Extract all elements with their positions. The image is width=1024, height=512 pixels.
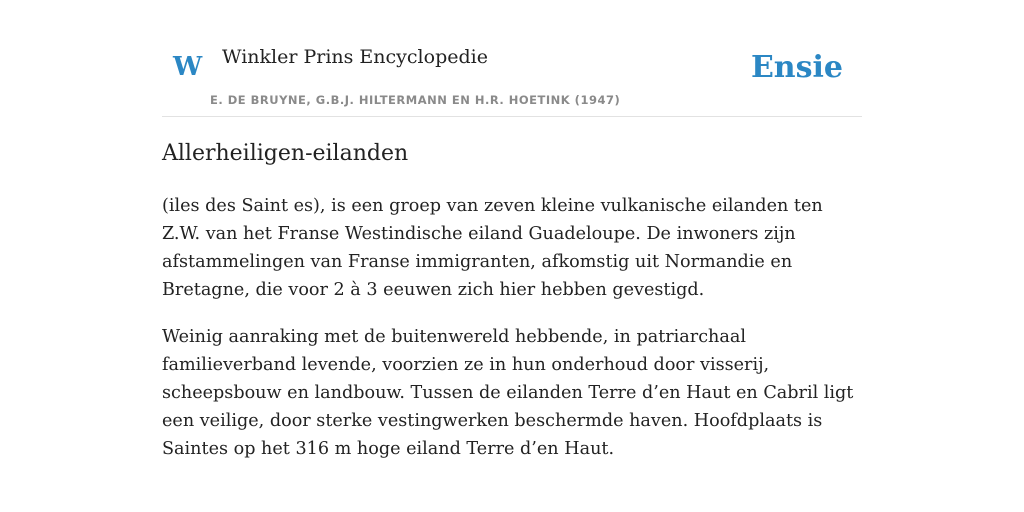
entry-paragraph: Weinig aanraking met de buitenwereld hebbende, in patriarchaal familieverband levende, voorzien ze in hun onderhoud door visserij, scheepsbouw en landbouw. Tussen de eilanden Terre d’en Haut en Cabril ligt een veilige, door sterke vestingwerken beschermde haven. Hoofdplaats is Saintes op het 316 m hoge eiland Terre d’en Haut. <box>162 327 854 459</box>
source-header <box>162 0 862 117</box>
winkler-prins-logo-icon[interactable]: W <box>173 52 203 82</box>
entry-title: Allerheiligen-eilanden <box>162 141 409 166</box>
source-title[interactable]: Winkler Prins Encyclopedie <box>222 46 488 68</box>
source-authors: E. DE BRUYNE, G.B.J. HILTERMANN EN H.R. HOETINK (1947) <box>210 93 621 107</box>
page-container <box>162 0 862 459</box>
ensie-brand-logo[interactable]: Ensie <box>750 50 843 85</box>
entry-paragraph: (iles des Saint es), is een groep van zeven kleine vulkanische eilanden ten Z.W. van het Franse Westindische eiland Guadeloupe. De inwoners zijn afstammelingen van Franse immigranten, afkomstig uit Normandie en Bretagne, die voor 2 à 3 eeuwen zich hier hebben gevestigd. <box>162 196 823 300</box>
